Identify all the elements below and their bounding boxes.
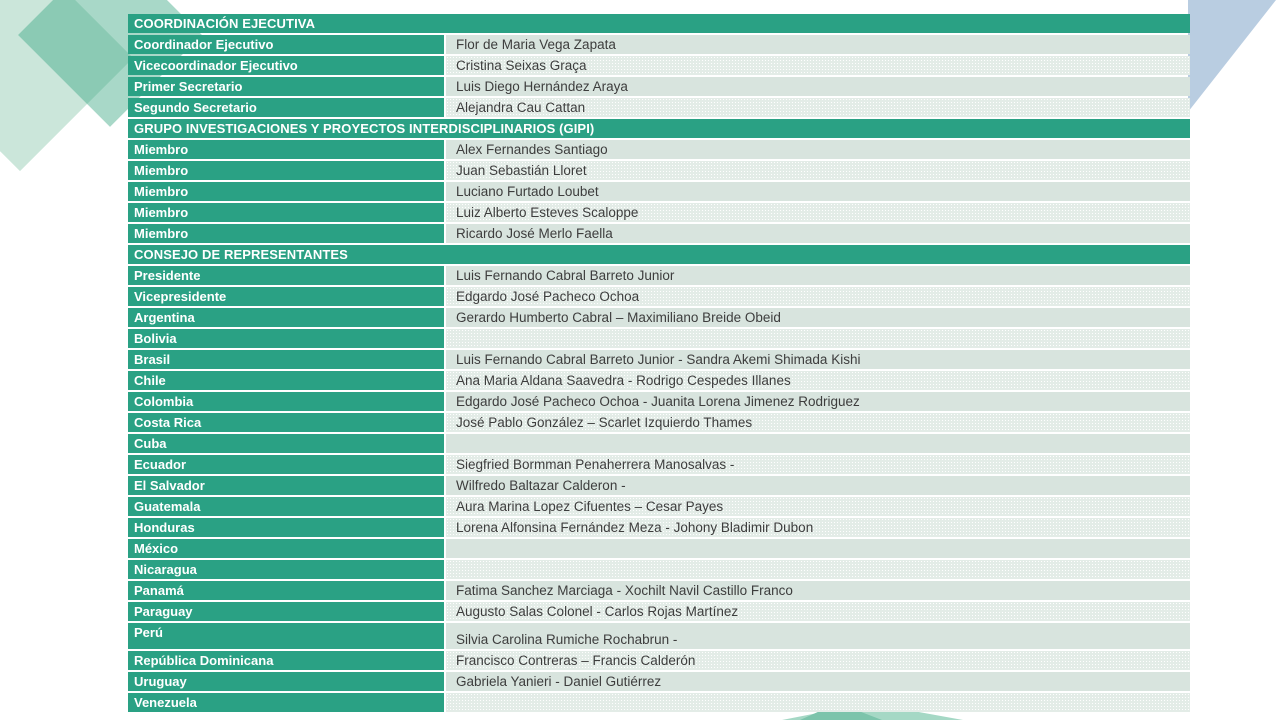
table-row — [128, 413, 1190, 432]
table-row — [128, 455, 1190, 474]
table-row — [128, 350, 1190, 369]
member-name-cell: Luciano Furtado Loubet — [446, 182, 1190, 201]
member-name-cell: Francisco Contreras – Francis Calderón — [446, 651, 1190, 670]
org-table — [128, 14, 1190, 714]
role-label-cell: Vicepresidente — [128, 287, 444, 306]
member-name-cell: José Pablo González – Scarlet Izquierdo Thames — [446, 413, 1190, 432]
member-name-cell: Wilfredo Baltazar Calderon - — [446, 476, 1190, 495]
table-row — [128, 35, 1190, 54]
member-name-cell — [446, 560, 1190, 579]
table-row — [128, 497, 1190, 516]
member-name-cell — [446, 329, 1190, 348]
table-row — [128, 56, 1190, 75]
member-name-cell: Luis Fernando Cabral Barreto Junior - Sandra Akemi Shimada Kishi — [446, 350, 1190, 369]
table-row — [128, 371, 1190, 390]
table-row — [128, 392, 1190, 411]
member-name-cell: Edgardo José Pacheco Ochoa — [446, 287, 1190, 306]
table-row — [128, 476, 1190, 495]
table-row — [128, 539, 1190, 558]
member-name-cell: Cristina Seixas Graça — [446, 56, 1190, 75]
role-label-cell: Nicaragua — [128, 560, 444, 579]
role-label-cell: México — [128, 539, 444, 558]
role-label-cell: Presidente — [128, 266, 444, 285]
table-row — [128, 434, 1190, 453]
member-name-cell: Ricardo José Merlo Faella — [446, 224, 1190, 243]
table-row — [128, 672, 1190, 691]
table-row — [128, 182, 1190, 201]
role-label-cell: Miembro — [128, 140, 444, 159]
section-title: GRUPO INVESTIGACIONES Y PROYECTOS INTERDISCIPLINARIOS (GIPI) — [128, 119, 1190, 138]
role-label-cell: Miembro — [128, 203, 444, 222]
table-row — [128, 651, 1190, 670]
table-row — [128, 161, 1190, 180]
role-label-cell: Chile — [128, 371, 444, 390]
table-row — [128, 623, 1190, 649]
role-label-cell: Paraguay — [128, 602, 444, 621]
table-row — [128, 308, 1190, 327]
member-name-cell: Flor de Maria Vega Zapata — [446, 35, 1190, 54]
member-name-cell: Luis Diego Hernández Araya — [446, 77, 1190, 96]
role-label-cell: Costa Rica — [128, 413, 444, 432]
section-header-row — [128, 245, 1190, 264]
table-row — [128, 602, 1190, 621]
member-name-cell: Siegfried Bormman Penaherrera Manosalvas - — [446, 455, 1190, 474]
table-row — [128, 560, 1190, 579]
section-title: COORDINACIÓN EJECUTIVA — [128, 14, 1190, 33]
section-header-row — [128, 14, 1190, 33]
table-row — [128, 203, 1190, 222]
member-name-cell: Gerardo Humberto Cabral – Maximiliano Breide Obeid — [446, 308, 1190, 327]
member-name-cell: Alex Fernandes Santiago — [446, 140, 1190, 159]
role-label-cell: Uruguay — [128, 672, 444, 691]
table-row — [128, 581, 1190, 600]
section-header-row — [128, 119, 1190, 138]
section-title: CONSEJO DE REPRESENTANTES — [128, 245, 1190, 264]
table-row — [128, 329, 1190, 348]
member-name-cell: Silvia Carolina Rumiche Rochabrun - — [446, 623, 1190, 649]
role-label-cell: Segundo Secretario — [128, 98, 444, 117]
role-label-cell: Ecuador — [128, 455, 444, 474]
member-name-cell: Luis Fernando Cabral Barreto Junior — [446, 266, 1190, 285]
role-label-cell: Argentina — [128, 308, 444, 327]
role-label-cell: Panamá — [128, 581, 444, 600]
role-label-cell: República Dominicana — [128, 651, 444, 670]
table-row — [128, 140, 1190, 159]
member-name-cell: Luiz Alberto Esteves Scaloppe — [446, 203, 1190, 222]
role-label-cell: Vicecoordinador Ejecutivo — [128, 56, 444, 75]
member-name-cell — [446, 539, 1190, 558]
member-name-cell: Lorena Alfonsina Fernández Meza - Johony Bladimir Dubon — [446, 518, 1190, 537]
member-name-cell — [446, 693, 1190, 712]
member-name-cell — [446, 434, 1190, 453]
table-row — [128, 287, 1190, 306]
role-label-cell: Bolivia — [128, 329, 444, 348]
role-label-cell: Coordinador Ejecutivo — [128, 35, 444, 54]
role-label-cell: Miembro — [128, 224, 444, 243]
role-label-cell: Perú — [128, 623, 444, 649]
table-row — [128, 224, 1190, 243]
top-left-facet-diamond-pale-icon — [0, 0, 133, 171]
table-row — [128, 266, 1190, 285]
member-name-cell: Edgardo José Pacheco Ochoa - Juanita Lorena Jimenez Rodriguez — [446, 392, 1190, 411]
member-name-cell: Ana Maria Aldana Saavedra - Rodrigo Cespedes Illanes — [446, 371, 1190, 390]
table-row — [128, 518, 1190, 537]
member-name-cell: Augusto Salas Colonel - Carlos Rojas Martínez — [446, 602, 1190, 621]
member-name-cell: Juan Sebastián Lloret — [446, 161, 1190, 180]
role-label-cell: Colombia — [128, 392, 444, 411]
table-row — [128, 98, 1190, 117]
role-label-cell: Miembro — [128, 161, 444, 180]
role-label-cell: Venezuela — [128, 693, 444, 712]
role-label-cell: Guatemala — [128, 497, 444, 516]
top-right-facet-triangle-blue-icon — [1188, 0, 1276, 112]
member-name-cell: Gabriela Yanieri - Daniel Gutiérrez — [446, 672, 1190, 691]
member-name-cell: Fatima Sanchez Marciaga - Xochilt Navil Castillo Franco — [446, 581, 1190, 600]
role-label-cell: Miembro — [128, 182, 444, 201]
role-label-cell: Primer Secretario — [128, 77, 444, 96]
member-name-cell: Aura Marina Lopez Cifuentes – Cesar Payes — [446, 497, 1190, 516]
role-label-cell: Cuba — [128, 434, 444, 453]
role-label-cell: El Salvador — [128, 476, 444, 495]
role-label-cell: Brasil — [128, 350, 444, 369]
role-label-cell: Honduras — [128, 518, 444, 537]
table-row — [128, 77, 1190, 96]
member-name-cell: Alejandra Cau Cattan — [446, 98, 1190, 117]
table-row — [128, 693, 1190, 712]
